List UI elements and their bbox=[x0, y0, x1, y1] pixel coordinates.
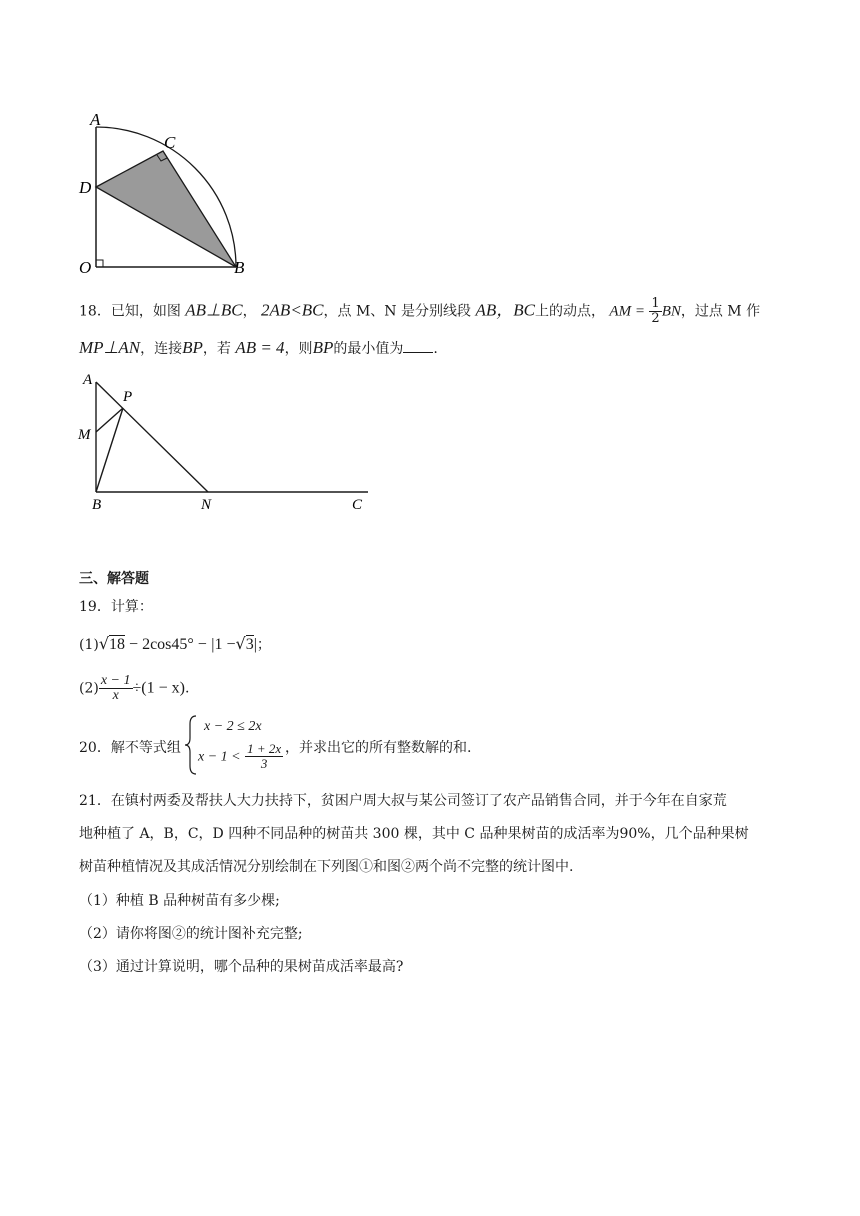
question-18-line1 bbox=[79, 297, 760, 326]
q18-text: ，点 M、N 是分别线段 bbox=[323, 303, 472, 320]
q18-text: 已知，如图 bbox=[110, 303, 181, 320]
label-M: M bbox=[78, 427, 91, 443]
label-D: D bbox=[79, 178, 92, 197]
question-21-sub3: （3）通过计算说明，哪个品种的果树苗成活率最高? bbox=[79, 959, 404, 975]
answer-blank[interactable] bbox=[403, 338, 433, 353]
question-21-line3: 树苗种植情况及其成活情况分别绘制在下列图①和图②两个尚不完整的统计图中. bbox=[79, 859, 574, 875]
question-20-label: 20．解不等式组 bbox=[79, 740, 181, 756]
end-punct: . bbox=[184, 680, 190, 697]
label-O: O bbox=[79, 258, 92, 277]
q18-half-fraction bbox=[649, 297, 661, 326]
fraction-numerator: 1 bbox=[651, 296, 660, 311]
triangle-figure-18 bbox=[76, 368, 376, 518]
question-19-part1 bbox=[79, 634, 271, 655]
question-19-stem: 19．计算： bbox=[79, 599, 153, 615]
part-label: (2) bbox=[79, 680, 99, 697]
label-P: P bbox=[123, 389, 133, 405]
q18-bp: BP bbox=[312, 338, 334, 357]
part-label: (1) bbox=[79, 637, 99, 653]
label-C: C bbox=[164, 133, 176, 152]
label-C: C bbox=[352, 497, 363, 513]
q18-mp-perp-an: MP⊥AN bbox=[79, 338, 141, 357]
q18-number: 18． bbox=[79, 303, 111, 320]
fraction bbox=[245, 742, 283, 771]
question-21-line2: 地种植了 A，B，C，D 四种不同品种的树苗共 300 棵，其中 C 品种果树苗的成活率为90%，几个品种果树 bbox=[79, 826, 749, 842]
question-21-sub2: （2）请你将图②的统计图补充完整; bbox=[79, 926, 303, 942]
abs-bar: | bbox=[253, 636, 257, 653]
q18-bp: BP bbox=[182, 338, 203, 357]
question-19-part2 bbox=[79, 674, 189, 703]
q18-period: . bbox=[433, 341, 438, 357]
end-punct: ； bbox=[256, 637, 271, 653]
label-A: A bbox=[83, 372, 93, 388]
fraction-numerator: x − 1 bbox=[100, 673, 131, 688]
question-18-line2 bbox=[79, 338, 438, 359]
section-title: 三、解答题 bbox=[79, 571, 149, 587]
q18-text: ，过点 M 作 bbox=[680, 303, 761, 320]
q18-text: ，则 bbox=[284, 341, 313, 357]
expression-part: − 2cos45° − bbox=[125, 636, 207, 653]
sqrt-symbol: √ bbox=[98, 634, 110, 653]
fraction-numerator: 1 + 2x bbox=[247, 741, 282, 756]
q18-text: ，若 bbox=[202, 341, 231, 357]
q18-am: AM = bbox=[609, 303, 645, 320]
q18-text: 上的动点， bbox=[534, 303, 605, 320]
abs-content: 1 − bbox=[214, 636, 236, 653]
question-21-line1: 21．在镇村两委及帮扶人大力扶持下，贫困户周大叔与某公司签订了农产品销售合同，并于今年在自家荒 bbox=[79, 793, 727, 809]
q18-cond-ineq: 2AB<BC bbox=[261, 300, 324, 320]
inequality-2 bbox=[198, 742, 283, 771]
fraction-denominator: 3 bbox=[260, 756, 268, 771]
fraction bbox=[99, 674, 133, 703]
inequality-1: x − 2 ≤ 2x bbox=[204, 719, 262, 734]
quarter-circle-figure bbox=[70, 105, 270, 280]
label-A: A bbox=[90, 110, 101, 129]
q18-sep: ， bbox=[242, 303, 257, 320]
q18-text: 的最小值为 bbox=[333, 341, 404, 357]
q18-text: ，连接 bbox=[140, 341, 183, 357]
label-B: B bbox=[92, 497, 102, 513]
radicand: 18 bbox=[109, 636, 126, 653]
q18-segments: AB，BC bbox=[475, 300, 535, 320]
label-B: B bbox=[234, 258, 245, 277]
inequality-left: x − 1 < bbox=[198, 749, 241, 765]
q18-cond-perp: AB⊥BC bbox=[185, 300, 243, 320]
fraction-denominator: x bbox=[112, 688, 119, 703]
radicand: 3 bbox=[245, 636, 254, 653]
label-N: N bbox=[201, 497, 212, 513]
expression-part: ÷(1 − x) bbox=[132, 679, 185, 697]
sqrt-symbol: √ bbox=[235, 634, 246, 653]
question-20-tail: ，并求出它的所有整数解的和. bbox=[285, 740, 472, 756]
fraction-denominator: 2 bbox=[651, 311, 660, 326]
system-brace bbox=[184, 714, 198, 776]
q18-ab-value: AB = 4 bbox=[235, 338, 285, 357]
question-21-sub1: （1）种植 B 品种树苗有多少棵; bbox=[79, 893, 280, 909]
q18-bn: BN bbox=[661, 303, 681, 320]
abs-bar: | bbox=[211, 636, 215, 653]
